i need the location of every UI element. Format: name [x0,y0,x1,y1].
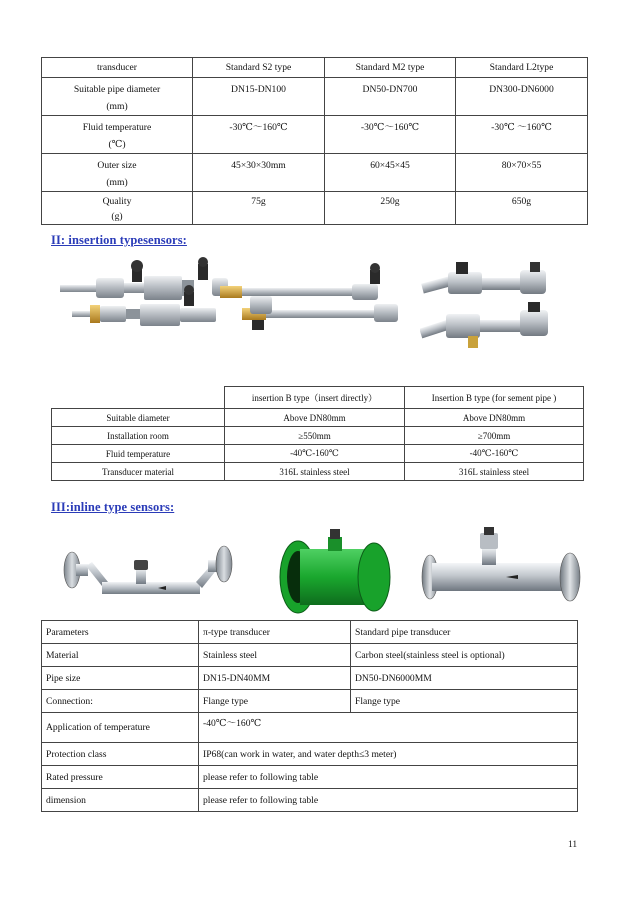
row-label: dimension [42,789,199,812]
insertion-segment-sensors-photo [420,262,552,350]
row-label-line: (mm) [106,101,128,112]
transducer-spec-table [41,57,588,225]
header-cell: Standard S2 type [193,58,325,78]
row-label: Suitable diameter [52,409,225,427]
table-cell: ≥700mm [405,427,584,445]
row-label: Material [42,644,199,667]
table-row [52,463,584,481]
table-cell: please refer to following table [199,766,578,789]
table-cell: 80×70×55 [456,154,588,192]
table-cell: -30℃ ～160℃ [456,116,588,154]
section-title-inline: III:inline type sensors: [51,500,175,514]
table-cell: Above DN80mm [405,409,584,427]
table-row [42,690,578,713]
row-label: Installation room [52,427,225,445]
row-label [42,154,193,192]
row-label: Application of temperature [42,713,199,743]
row-label: Pipe size [42,667,199,690]
table-row [42,78,588,116]
row-label: Connection: [42,690,199,713]
table-cell: DN15-DN100 [193,78,325,116]
table-cell: 250g [325,192,456,225]
table-cell: DN50-DN6000MM [351,667,578,690]
header-cell: Standard M2 type [325,58,456,78]
header-cell: Insertion B type (for sement pipe ) [405,387,584,409]
table-row [52,445,584,463]
row-label-line: (℃) [108,139,126,150]
table-cell: 45×30×30mm [193,154,325,192]
table-cell: -30℃～160℃ [325,116,456,154]
table-row [42,667,578,690]
row-label-line: Suitable pipe diameter [73,84,161,95]
standard-pipe-transducer-photo [420,527,582,607]
row-label [42,78,193,116]
table-cell: Stainless steel [199,644,351,667]
table-row [42,192,588,225]
row-label [42,192,193,225]
inline-spec-table [41,620,578,812]
row-label: Protection class [42,743,199,766]
insertion-sensors-photo [52,256,402,348]
row-label [42,116,193,154]
table-row [42,743,578,766]
row-label-line: (g) [111,211,123,222]
table-header-row [42,58,588,78]
table-cell: Flange type [351,690,578,713]
section-title-insertion: II: insertion typesensors: [51,233,187,247]
table-cell: ≥550mm [225,427,405,445]
table-cell: Carbon steel(stainless steel is optional) [351,644,578,667]
table-cell: DN15-DN40MM [199,667,351,690]
table-cell: -30℃～160℃ [193,116,325,154]
header-cell [52,387,225,409]
table-row [42,621,578,644]
page-number: 11 [568,840,578,850]
header-cell: insertion B type（insert directly） [225,387,405,409]
table-header-row [52,387,584,409]
table-cell: 60×45×45 [325,154,456,192]
header-cell: transducer [42,58,193,78]
table-cell: -40℃-160℃ [405,445,584,463]
row-label-line: Outer size [97,160,137,171]
table-cell: 75g [193,192,325,225]
table-cell: -40℃-160℃ [225,445,405,463]
table-cell: please refer to following table [199,789,578,812]
row-label-line: Quality [102,196,132,207]
row-label-line: Fluid temperature [82,122,152,133]
insertion-spec-table [51,386,584,481]
row-label: Parameters [42,621,199,644]
table-cell: 316L stainless steel [405,463,584,481]
table-row [42,644,578,667]
table-row [42,766,578,789]
row-label-line: (mm) [106,177,128,188]
table-row [52,427,584,445]
row-label: Transducer material [52,463,225,481]
green-pipe-transducer-photo [276,527,394,617]
table-cell: DN50-DN700 [325,78,456,116]
table-cell: IP68(can work in water, and water depth≤3 meter) [199,743,578,766]
table-cell: Standard pipe transducer [351,621,578,644]
row-label: Fluid temperature [52,445,225,463]
table-row [42,713,578,743]
row-label: Rated pressure [42,766,199,789]
table-cell: Above DN80mm [225,409,405,427]
table-cell: Flange type [199,690,351,713]
table-cell: π-type transducer [199,621,351,644]
table-row [42,116,588,154]
table-row [42,789,578,812]
pi-type-transducer-photo [58,538,238,604]
table-cell: -40℃～160℃ [199,713,578,743]
header-cell: Standard L2type [456,58,588,78]
table-row [42,154,588,192]
table-cell: 316L stainless steel [225,463,405,481]
table-cell: DN300-DN6000 [456,78,588,116]
table-row [52,409,584,427]
table-cell: 650g [456,192,588,225]
